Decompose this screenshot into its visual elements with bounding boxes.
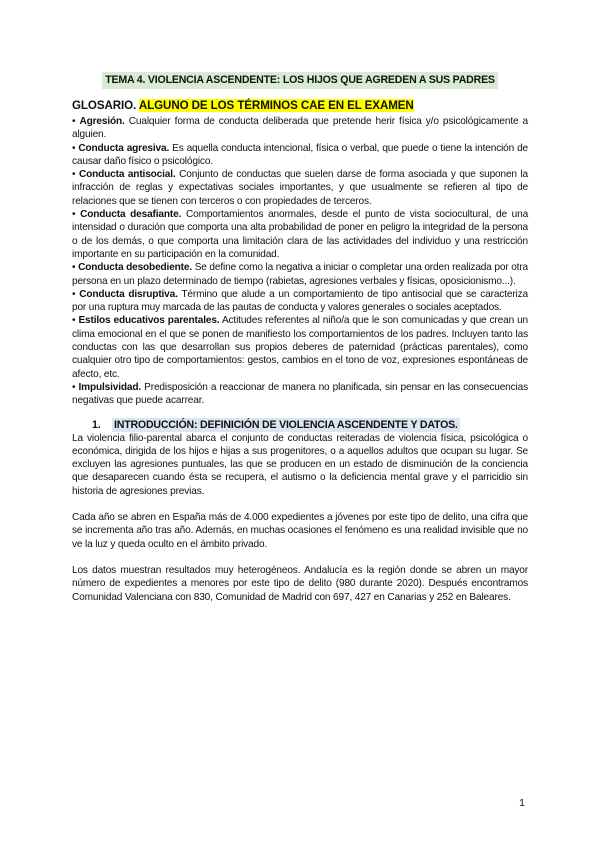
document-body [72,115,528,604]
glossary-item [72,208,528,261]
section-number: 1. [92,418,101,431]
section-paragraph: Cada año se abren en España más de 4.000 expedientes a jóvenes por este tipo de delito, una cifra que se incrementa año tras año. Además, en muchas ocasiones el fenómeno es una realidad invisible que no ve la luz y queda oculto en el ámbito privado. [72,512,528,550]
bullet: • [72,315,76,327]
section-paragraph: La violencia filio-parental abarca el conjunto de conductas reiteradas de violencia física, psicológica o económica, dirigida de los hijos e hijas a sus progenitores, o a aquellos adultos que ocupan su lugar. Se excluyen las agresiones puntuales, las que se producen en un estado de disminución de la conciencia que desaparecen cuando ésta se recupera, el autismo o la deficiencia mental grave y el parricidio sin historia de agresiones previas. [72,432,528,497]
glossary-term: Conducta desobediente. [78,262,193,274]
paragraph-spacer [72,498,528,511]
glossary-item [72,288,528,315]
section-title: INTRODUCCIÓN: DEFINICIÓN DE VIOLENCIA ASCENDENTE Y DATOS. [114,418,458,431]
glossary-term: Agresión. [79,116,125,127]
glossary-item [72,168,528,208]
glossary-term: Conducta agresiva. [78,142,170,154]
glossary-term: Conducta desafiante. [80,209,182,221]
title-wrapper [0,70,600,89]
glossary-definition: Predisposición a reaccionar de manera no planificada, sin pensar en las consecuencias negativas que puede acarrear. [72,381,528,407]
glossary-definition: Actitudes referentes al niño/a que le son comunicadas y que crean un clima emocional en el que se ponen de manifiesto los comportamientos de los padres. Incluyen tanto las conductas con las que desarrollan sus propios deberes de paternidad (prácticas parentales), como cualquier otro tipo de comportamientos: gestos, cambios en el tono de voz, expresiones espontáneas de afecto, etc. [72,315,529,380]
bullet: • [72,381,76,393]
document-title: TEMA 4. VIOLENCIA ASCENDENTE: LOS HIJOS QUE AGREDEN A SUS PADRES [102,72,498,89]
glossary-term: Impulsividad. [78,381,142,393]
glossary-definition: Comportamientos anormales, desde el punto de vista sociocultural, de una intensidad o duración que comporta una alta probabilidad de poner en peligro la integridad de la persona o de los demás, o que comporta una limitación clara de las actividades del individuo y una restricción importante en su participación en la comunidad. [72,209,529,260]
glossary-item [72,142,528,169]
glossary-item [72,314,528,380]
glossary-item [72,381,528,408]
bullet: • [72,262,76,274]
glossary-term: Conducta disruptiva. [79,288,178,300]
glossary-definition: Es aquella conducta intencional, física o verbal, que puede o tiene la intención de causar daño físico o psicológico. [72,142,529,167]
section-paragraph: Los datos muestran resultados muy heterogéneos. Andalucía es la región donde se abren un mayor número de expedientes a menores por este tipo de delito (980 durante 2020). Después encontramos Comunidad Valenciana con 830, Comunidad de Madrid con 697, 427 en Canarias y 252 en Baleares. [72,564,528,603]
bullet: • [72,142,76,154]
glossary-definition: Se define como la negativa a iniciar o completar una orden realizada por otra persona en un plazo determinado de tiempo (rabietas, agresiones verbales y físicas, oposicionismo...). [72,262,528,287]
glossary-term: Conducta antisocial. [78,169,176,181]
bullet: • [72,288,76,300]
glossary-definition: Conjunto de conductas que suelen darse de forma asociada y que suponen la infracción de reglas y expectativas sociales importantes, y que usualmente se refieren al tipo de relaciones que se tienen con terceros o con propiedades de terceros. [72,169,529,207]
glossary-item [72,261,528,288]
glossary-heading [72,99,414,113]
glossary-exam-note: ALGUNO DE LOS TÉRMINOS CAE EN EL EXAMEN [138,99,414,112]
bullet: • [72,209,76,221]
glossary-item [72,115,528,142]
glossary-label: GLOSARIO. [72,99,137,112]
section-heading [72,418,528,432]
glossary-definition: Cualquier forma de conducta deliberada que pretende herir física y/o psicológicamente a alguien. [72,116,528,141]
bullet: • [72,116,76,127]
paragraph-spacer [72,551,528,564]
glossary-definition: Término que alude a un comportamiento de tipo antisocial que se caracteriza por una ruptura muy marcada de las pautas de conducta y valores generales o sociales aceptados. [72,288,528,314]
glossary-term: Estilos educativos parentales. [78,315,220,327]
page-number: 1 [519,797,525,809]
bullet: • [72,169,76,181]
